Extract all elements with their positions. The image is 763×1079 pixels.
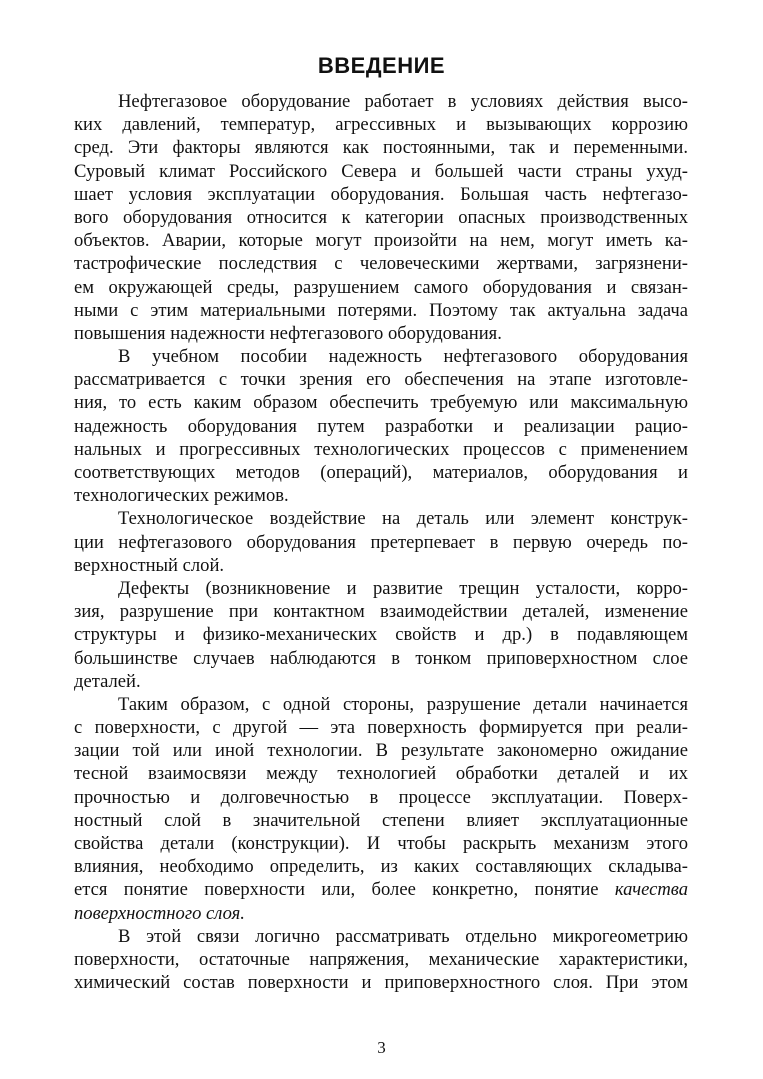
text-line: тесной взаимосвязи между технологией обработки деталей и их — [74, 763, 688, 785]
text-line: рассматривается с точки зрения его обеспечения на этапе изготовле- — [74, 369, 688, 391]
text-line: ностный слой в значительной степени влияет эксплуатационные — [74, 809, 688, 831]
text-line: надежность оборудования путем разработки и реализации рацио- — [74, 415, 688, 437]
text-line: зия, разрушение при контактном взаимодействии деталей, изменение — [74, 601, 688, 623]
text-line: вого оборудования относится к категории опасных производственных — [74, 206, 688, 228]
text-line: нальных и прогрессивных технологических процессов с применением — [74, 438, 688, 460]
italic-term: поверхностного слоя. — [74, 902, 245, 924]
italic-term: качества — [614, 879, 688, 901]
paragraph-1 — [74, 90, 688, 345]
text-line: ких давлений, температур, агрессивных и вызывающих коррозию — [74, 114, 688, 136]
body-text — [74, 90, 688, 994]
paragraph-2 — [74, 345, 688, 507]
text-line: прочностью и долговечностью в процессе эксплуатации. Поверх- — [74, 786, 688, 808]
text-line: В этой связи логично рассматривать отдельно микрогеометрию — [118, 925, 688, 947]
text-line: свойства детали (конструкции). И чтобы раскрыть механизм этого — [74, 833, 688, 854]
text-line: ния, то есть каким образом обеспечить требуемую или максимальную — [74, 392, 688, 414]
paragraph-5 — [74, 693, 688, 925]
paragraph-4 — [74, 577, 688, 693]
text-line: с поверхности, с другой — эта поверхность формируется при реали- — [74, 717, 688, 739]
text-line: ными с этим материальными потерями. Поэтому так актуальна задача — [74, 299, 688, 321]
text-line — [74, 878, 688, 901]
paragraph-3 — [74, 507, 688, 577]
text-line: тастрофические последствия с человеческими жертвами, загрязнени- — [74, 253, 688, 275]
text-line: поверхности, остаточные напряжения, механические характеристики, — [74, 948, 688, 970]
text-segment: ется понятие поверхности или, более конкретно, понятие — [74, 879, 615, 901]
text-line: Технологическое воздействие на деталь или элемент конструк- — [118, 508, 688, 530]
text-line: сред. Эти факторы являются как постоянными, так и переменными. — [74, 137, 688, 159]
text-line: технологических режимов. — [74, 485, 289, 507]
text-line: структуры и физико-механических свойств и др.) в подавляющем — [74, 624, 688, 646]
page-title: ВВЕДЕНИЕ — [317, 53, 446, 78]
text-line: верхностный слой. — [74, 554, 225, 576]
text-line: Дефекты (возникновение и развитие трещин усталости, корро- — [118, 577, 688, 599]
text-line: соответствующих методов (операций), материалов, оборудования и — [74, 462, 688, 483]
text-line: ем окружающей среды, разрушением самого оборудования и связан- — [74, 276, 688, 298]
text-line: деталей. — [74, 670, 141, 692]
text-line — [74, 902, 688, 925]
text-line: Нефтегазовое оборудование работает в условиях действия высо- — [118, 91, 688, 112]
text-line: влияния, необходимо определить, из каких составляющих складыва- — [74, 856, 688, 878]
text-line: объектов. Аварии, которые могут произойти на нем, могут иметь ка- — [74, 230, 688, 252]
text-line: химический состав поверхности и приповерхностного слоя. При этом — [74, 972, 688, 994]
page-number: 3 — [377, 1038, 386, 1057]
text-line: В учебном пособии надежность нефтегазового оборудования — [118, 346, 688, 368]
text-line: повышения надежности нефтегазового оборудования. — [74, 322, 502, 344]
paragraph-6 — [74, 925, 688, 995]
text-line: зации той или иной технологии. В результате закономерно ожидание — [74, 740, 688, 762]
text-line: Суровый климат Российского Севера и большей части страны ухуд- — [74, 160, 688, 182]
text-line: ции нефтегазового оборудования претерпевает в первую очередь по- — [74, 531, 688, 553]
text-line: шает условия эксплуатации оборудования. Большая часть нефтегазо- — [74, 183, 688, 205]
text-line: Таким образом, с одной стороны, разрушение детали начинается — [118, 693, 688, 715]
text-line: большинстве случаев наблюдаются в тонком приповерхностном слое — [74, 647, 688, 669]
